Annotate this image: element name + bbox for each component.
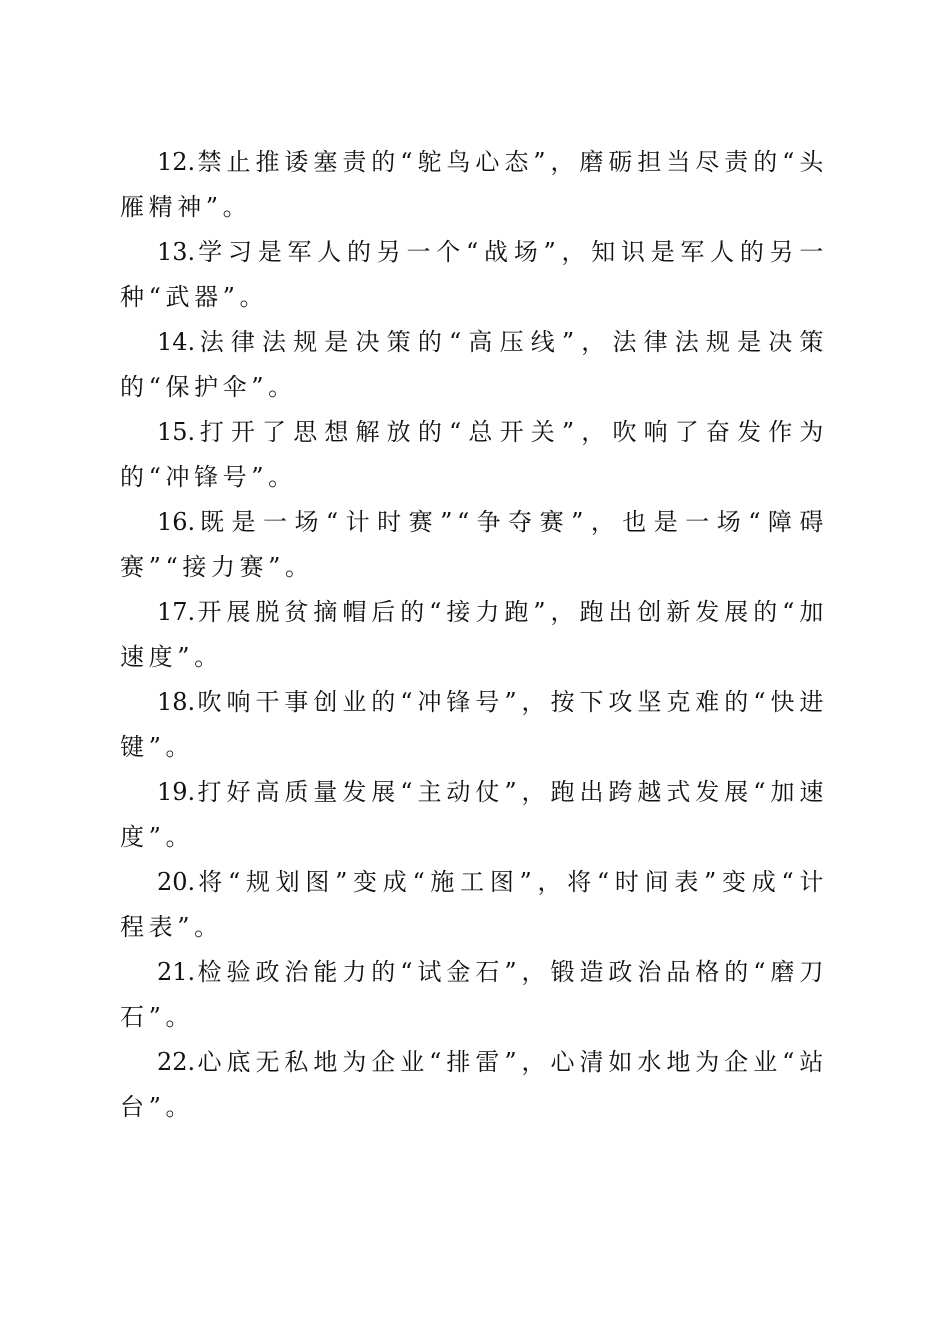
list-item <box>120 410 828 500</box>
item-text: 心底无私地为企业“排雷”，心清如水地为企业“站台”。 <box>120 1048 828 1121</box>
list-item <box>120 140 828 230</box>
item-number: 20. <box>157 868 196 896</box>
list-item <box>120 1040 828 1130</box>
item-number: 18. <box>157 688 196 716</box>
item-number: 17. <box>157 598 196 626</box>
item-text: 法律法规是决策的“高压线”，法律法规是决策的“保护伞”。 <box>120 328 828 401</box>
list-item <box>120 500 828 590</box>
list-item <box>120 320 828 410</box>
list-item <box>120 680 828 770</box>
item-text: 吹响干事创业的“冲锋号”，按下攻坚克难的“快进键”。 <box>120 688 828 761</box>
item-text: 打好高质量发展“主动仗”，跑出跨越式发展“加速度”。 <box>120 778 828 851</box>
list-item <box>120 770 828 860</box>
item-text: 检验政治能力的“试金石”，锻造政治品格的“磨刀石”。 <box>120 958 828 1031</box>
list-item <box>120 860 828 950</box>
list-item <box>120 230 828 320</box>
list-item <box>120 950 828 1040</box>
item-number: 22. <box>157 1048 196 1076</box>
slogan-list <box>120 140 828 1130</box>
list-item <box>120 590 828 680</box>
item-number: 12. <box>157 148 196 176</box>
item-text: 既是一场“计时赛”“争夺赛”，也是一场“障碍赛”“接力赛”。 <box>120 508 828 581</box>
item-number: 19. <box>157 778 196 806</box>
item-text: 将“规划图”变成“施工图”，将“时间表”变成“计程表”。 <box>120 868 828 941</box>
item-text: 禁止推诿塞责的“鸵鸟心态”，磨砺担当尽责的“头雁精神”。 <box>120 148 828 221</box>
item-number: 15. <box>157 418 196 446</box>
item-number: 21. <box>157 958 196 986</box>
item-text: 学习是军人的另一个“战场”，知识是军人的另一种“武器”。 <box>120 238 828 311</box>
item-number: 13. <box>157 238 196 266</box>
item-text: 打开了思想解放的“总开关”，吹响了奋发作为的“冲锋号”。 <box>120 418 828 491</box>
item-number: 16. <box>157 508 196 536</box>
item-text: 开展脱贫摘帽后的“接力跑”，跑出创新发展的“加速度”。 <box>120 598 828 671</box>
item-number: 14. <box>157 328 196 356</box>
